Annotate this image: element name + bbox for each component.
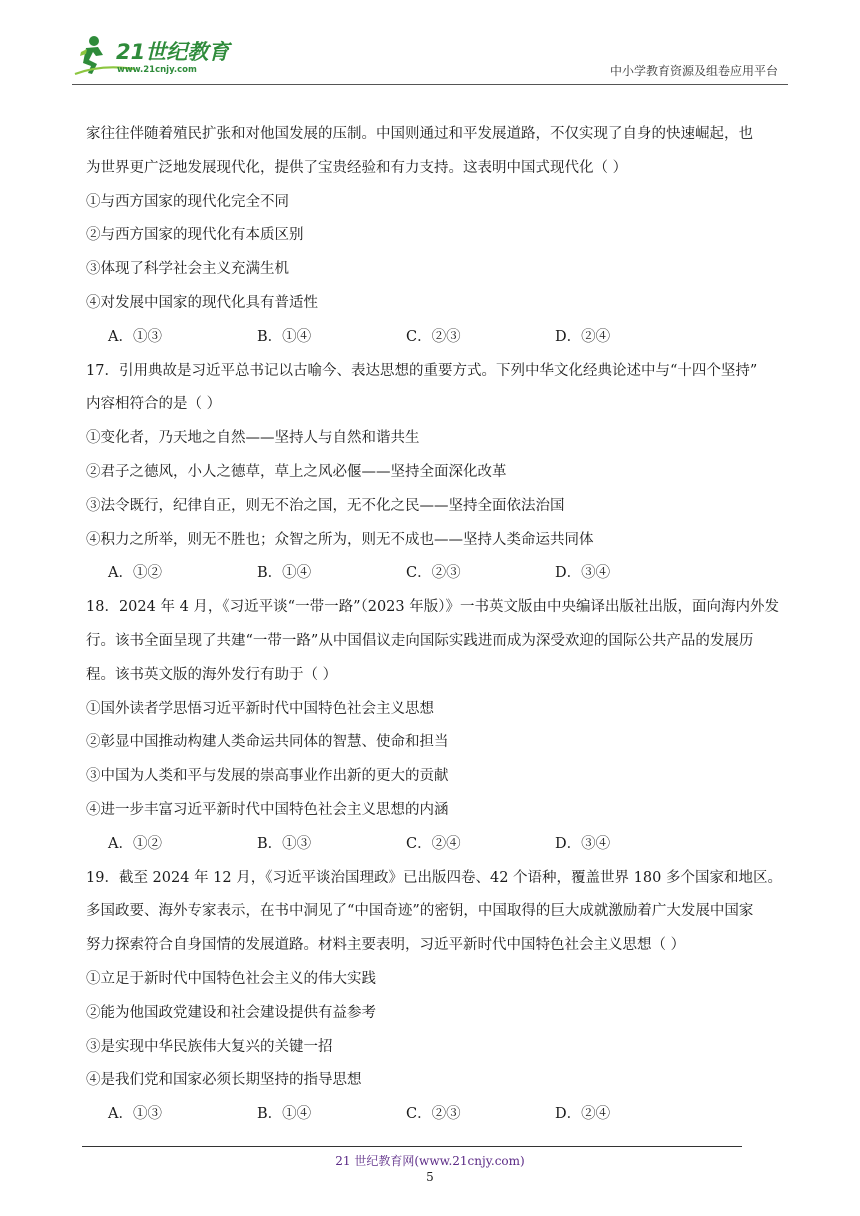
choice-statement: ①变化者，乃天地之自然——坚持人与自然和谐共生 bbox=[86, 430, 420, 447]
logo-wordmark: 21世纪教育 bbox=[116, 40, 230, 64]
answer-options-q19 bbox=[86, 1098, 780, 1132]
text-line: 多国政要、海外专家表示，在书中洞见了“中国奇迹”的密钥，中国取得的巨大成就激励着广大发展中国家 bbox=[86, 903, 754, 920]
text-line: 为世界更广泛地发展现代化，提供了宝贵经验和有力支持。这表明中国式现代化（ ） bbox=[86, 159, 628, 176]
answer-options-q18 bbox=[86, 828, 780, 862]
option-a: A．①② bbox=[108, 565, 162, 582]
option-b: B．①④ bbox=[257, 565, 312, 582]
header-tagline: 中小学教育资源及组卷应用平台 bbox=[609, 64, 778, 78]
option-b: B．①④ bbox=[257, 1106, 312, 1123]
choice-statement: ④进一步丰富习近平新时代中国特色社会主义思想的内涵 bbox=[86, 801, 449, 818]
option-d: D．③④ bbox=[555, 835, 611, 852]
choice-statement: ④是我们党和国家必须长期坚持的指导思想 bbox=[86, 1072, 362, 1089]
header-divider bbox=[72, 84, 788, 85]
option-a: A．①③ bbox=[108, 1106, 162, 1123]
choice-statement: ④对发展中国家的现代化具有普适性 bbox=[86, 294, 318, 311]
option-b: B．①④ bbox=[257, 328, 312, 345]
site-logo[interactable] bbox=[72, 34, 242, 78]
option-c: C．②③ bbox=[406, 1106, 461, 1123]
choice-statement: ③体现了科学社会主义充满生机 bbox=[86, 261, 289, 278]
option-d: D．②④ bbox=[555, 1106, 611, 1123]
text-line: 内容相符合的是（ ） bbox=[86, 396, 222, 413]
footer-divider bbox=[82, 1146, 742, 1147]
question-content bbox=[86, 118, 780, 1132]
logo-url: www.21cnjy.com bbox=[117, 65, 197, 75]
text-line: 家往往伴随着殖民扩张和对他国发展的压制。中国则通过和平发展道路，不仅实现了自身的快速崛起，也 bbox=[86, 126, 753, 142]
choice-statement: ②彰显中国推动构建人类命运共同体的智慧、使命和担当 bbox=[86, 734, 449, 751]
question-18-stem: 18．2024 年 4 月，《习近平谈“一带一路”（2023 年版）》一书英文版由中央编译出版社出版，面向海内外发 bbox=[86, 599, 779, 616]
choice-statement: ①立足于新时代中国特色社会主义的伟大实践 bbox=[86, 970, 376, 987]
choice-statement: ②与西方国家的现代化有本质区别 bbox=[86, 227, 304, 244]
text-line: 程。该书英文版的海外发行有助于（ ） bbox=[86, 666, 338, 683]
choice-statement: ③是实现中华民族伟大复兴的关键一招 bbox=[86, 1038, 333, 1055]
choice-statement: ②君子之德风，小人之德草，草上之风必偃——坚持全面深化改革 bbox=[86, 463, 507, 480]
text-line: 努力探索符合自身国情的发展道路。材料主要表明，习近平新时代中国特色社会主义思想（ ） bbox=[86, 937, 686, 954]
question-17-stem: 17．引用典故是习近平总书记以古喻今、表达思想的重要方式。下列中华文化经典论述中与“十四个坚持” bbox=[86, 362, 758, 379]
answer-options-q16 bbox=[86, 321, 780, 355]
choice-statement: ③法令既行，纪律自正，则无不治之国，无不化之民——坚持全面依法治国 bbox=[86, 497, 565, 514]
option-d: D．③④ bbox=[555, 565, 611, 582]
choice-statement: ④积力之所举，则无不胜也；众智之所为，则无不成也——坚持人类命运共同体 bbox=[86, 531, 594, 548]
choice-statement: ②能为他国政党建设和社会建设提供有益参考 bbox=[86, 1004, 376, 1021]
option-a: A．①③ bbox=[108, 328, 162, 345]
page-header bbox=[72, 34, 788, 84]
option-c: C．②③ bbox=[406, 328, 461, 345]
text-line: 行。该书全面呈现了共建“一带一路”从中国倡议走向国际实践进而成为深受欢迎的国际公共产品的发展历 bbox=[86, 632, 754, 649]
choice-statement: ①与西方国家的现代化完全不同 bbox=[86, 193, 289, 210]
question-19-stem: 19．截至 2024 年 12 月，《习近平谈治国理政》已出版四卷、42 个语种，覆盖世界 180 多个国家和地区。 bbox=[86, 869, 782, 886]
page-number: 5 bbox=[426, 1170, 434, 1184]
option-d: D．②④ bbox=[555, 328, 611, 345]
choice-statement: ③中国为人类和平与发展的崇高事业作出新的更大的贡献 bbox=[86, 768, 449, 785]
option-c: C．②③ bbox=[406, 565, 461, 582]
option-c: C．②④ bbox=[406, 835, 461, 852]
choice-statement: ①国外读者学思悟习近平新时代中国特色社会主义思想 bbox=[86, 700, 434, 717]
footer-site-link[interactable]: 21 世纪教育网(www.21cnjy.com) bbox=[335, 1154, 525, 1168]
runner-logo-icon bbox=[72, 34, 242, 78]
answer-options-q17 bbox=[86, 557, 780, 591]
option-a: A．①② bbox=[108, 835, 162, 852]
option-b: B．①③ bbox=[257, 835, 312, 852]
